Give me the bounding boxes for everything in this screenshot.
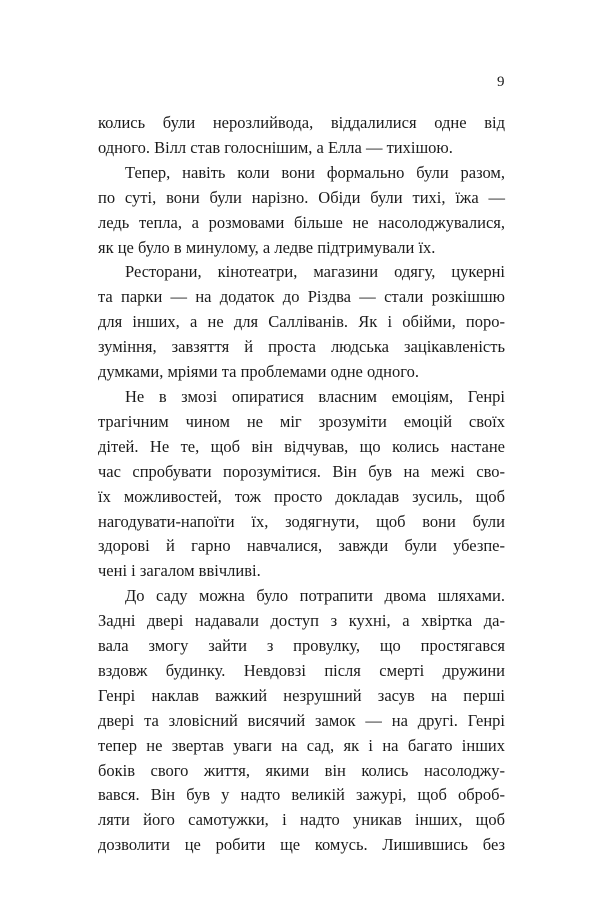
text-line: час спробувати порозумітися. Він був на межі сво- [98,461,505,481]
text-line: нагодувати-напоїти їх, зодягнути, щоб вони були [98,511,505,531]
text-line: ледь тепла, а розмовами більше не насолоджувалися, [98,212,505,232]
text-line: двері та зловісний висячий замок — на другі. Генрі [98,710,505,730]
text-line: вався. Він був у надто великій зажурі, щоб оброб- [98,785,505,805]
text-line: Задні двері надавали доступ з кухні, а хвіртка да- [98,611,505,631]
text-line: дозволити це робити ще комусь. Лишившись без [98,835,505,855]
text-line: чені і загалом ввічливі. [98,561,261,581]
text-line: одного. Вілл став голоснішим, а Елла — тихішою. [98,137,453,157]
text-line: Тепер, навіть коли вони формально були разом, [125,162,505,182]
text-line: дітей. Не те, щоб він відчував, що колись настане [98,436,505,456]
text-line: тепер не звертав уваги на сад, як і на багато інших [98,735,505,755]
text-line: вздовж будинку. Невдовзі після смерті дружини [98,660,505,680]
text-line: вала змогу зайти з провулку, що простягався [98,636,505,656]
text-line: по суті, вони були нарізно. Обіди були тихі, їжа — [98,187,505,207]
text-line: боків свого життя, якими він колись насолоджу- [98,760,505,780]
text-line: До саду можна було потрапити двома шляхами. [125,586,505,606]
text-line: думками, мріями та проблемами одне одного. [98,362,419,382]
text-line: здорові й гарно навчалися, завжди були убезпе- [98,536,505,556]
page-number: 9 [497,74,505,90]
text-line: як це було в минулому, а ледве підтримували їх. [98,237,436,257]
text-line: та парки — на додаток до Різдва — стали розкішшю [98,287,505,307]
text-line: Генрі наклав важкий незрушний засув на перші [98,685,505,705]
text-line: їх можливостей, тож просто докладав зусиль, щоб [98,486,505,506]
text-line: зуміння, завзяття й проста людська зацікавленість [98,337,505,357]
page-text [98,111,505,858]
text-line: трагічним чином не міг зрозуміти емоцій своїх [98,411,505,431]
text-line: Ресторани, кінотеатри, магазини одягу, цукерні [125,262,505,282]
text-line: Не в змозі опиратися власним емоціям, Генрі [125,386,505,406]
text-line: для інших, а не для Салліванів. Як і обійми, поро- [98,312,505,332]
text-line: колись були нерозлийвода, віддалилися одне від [98,113,505,132]
text-line: ляти його самотужки, і надто уникав інших, щоб [98,810,505,830]
